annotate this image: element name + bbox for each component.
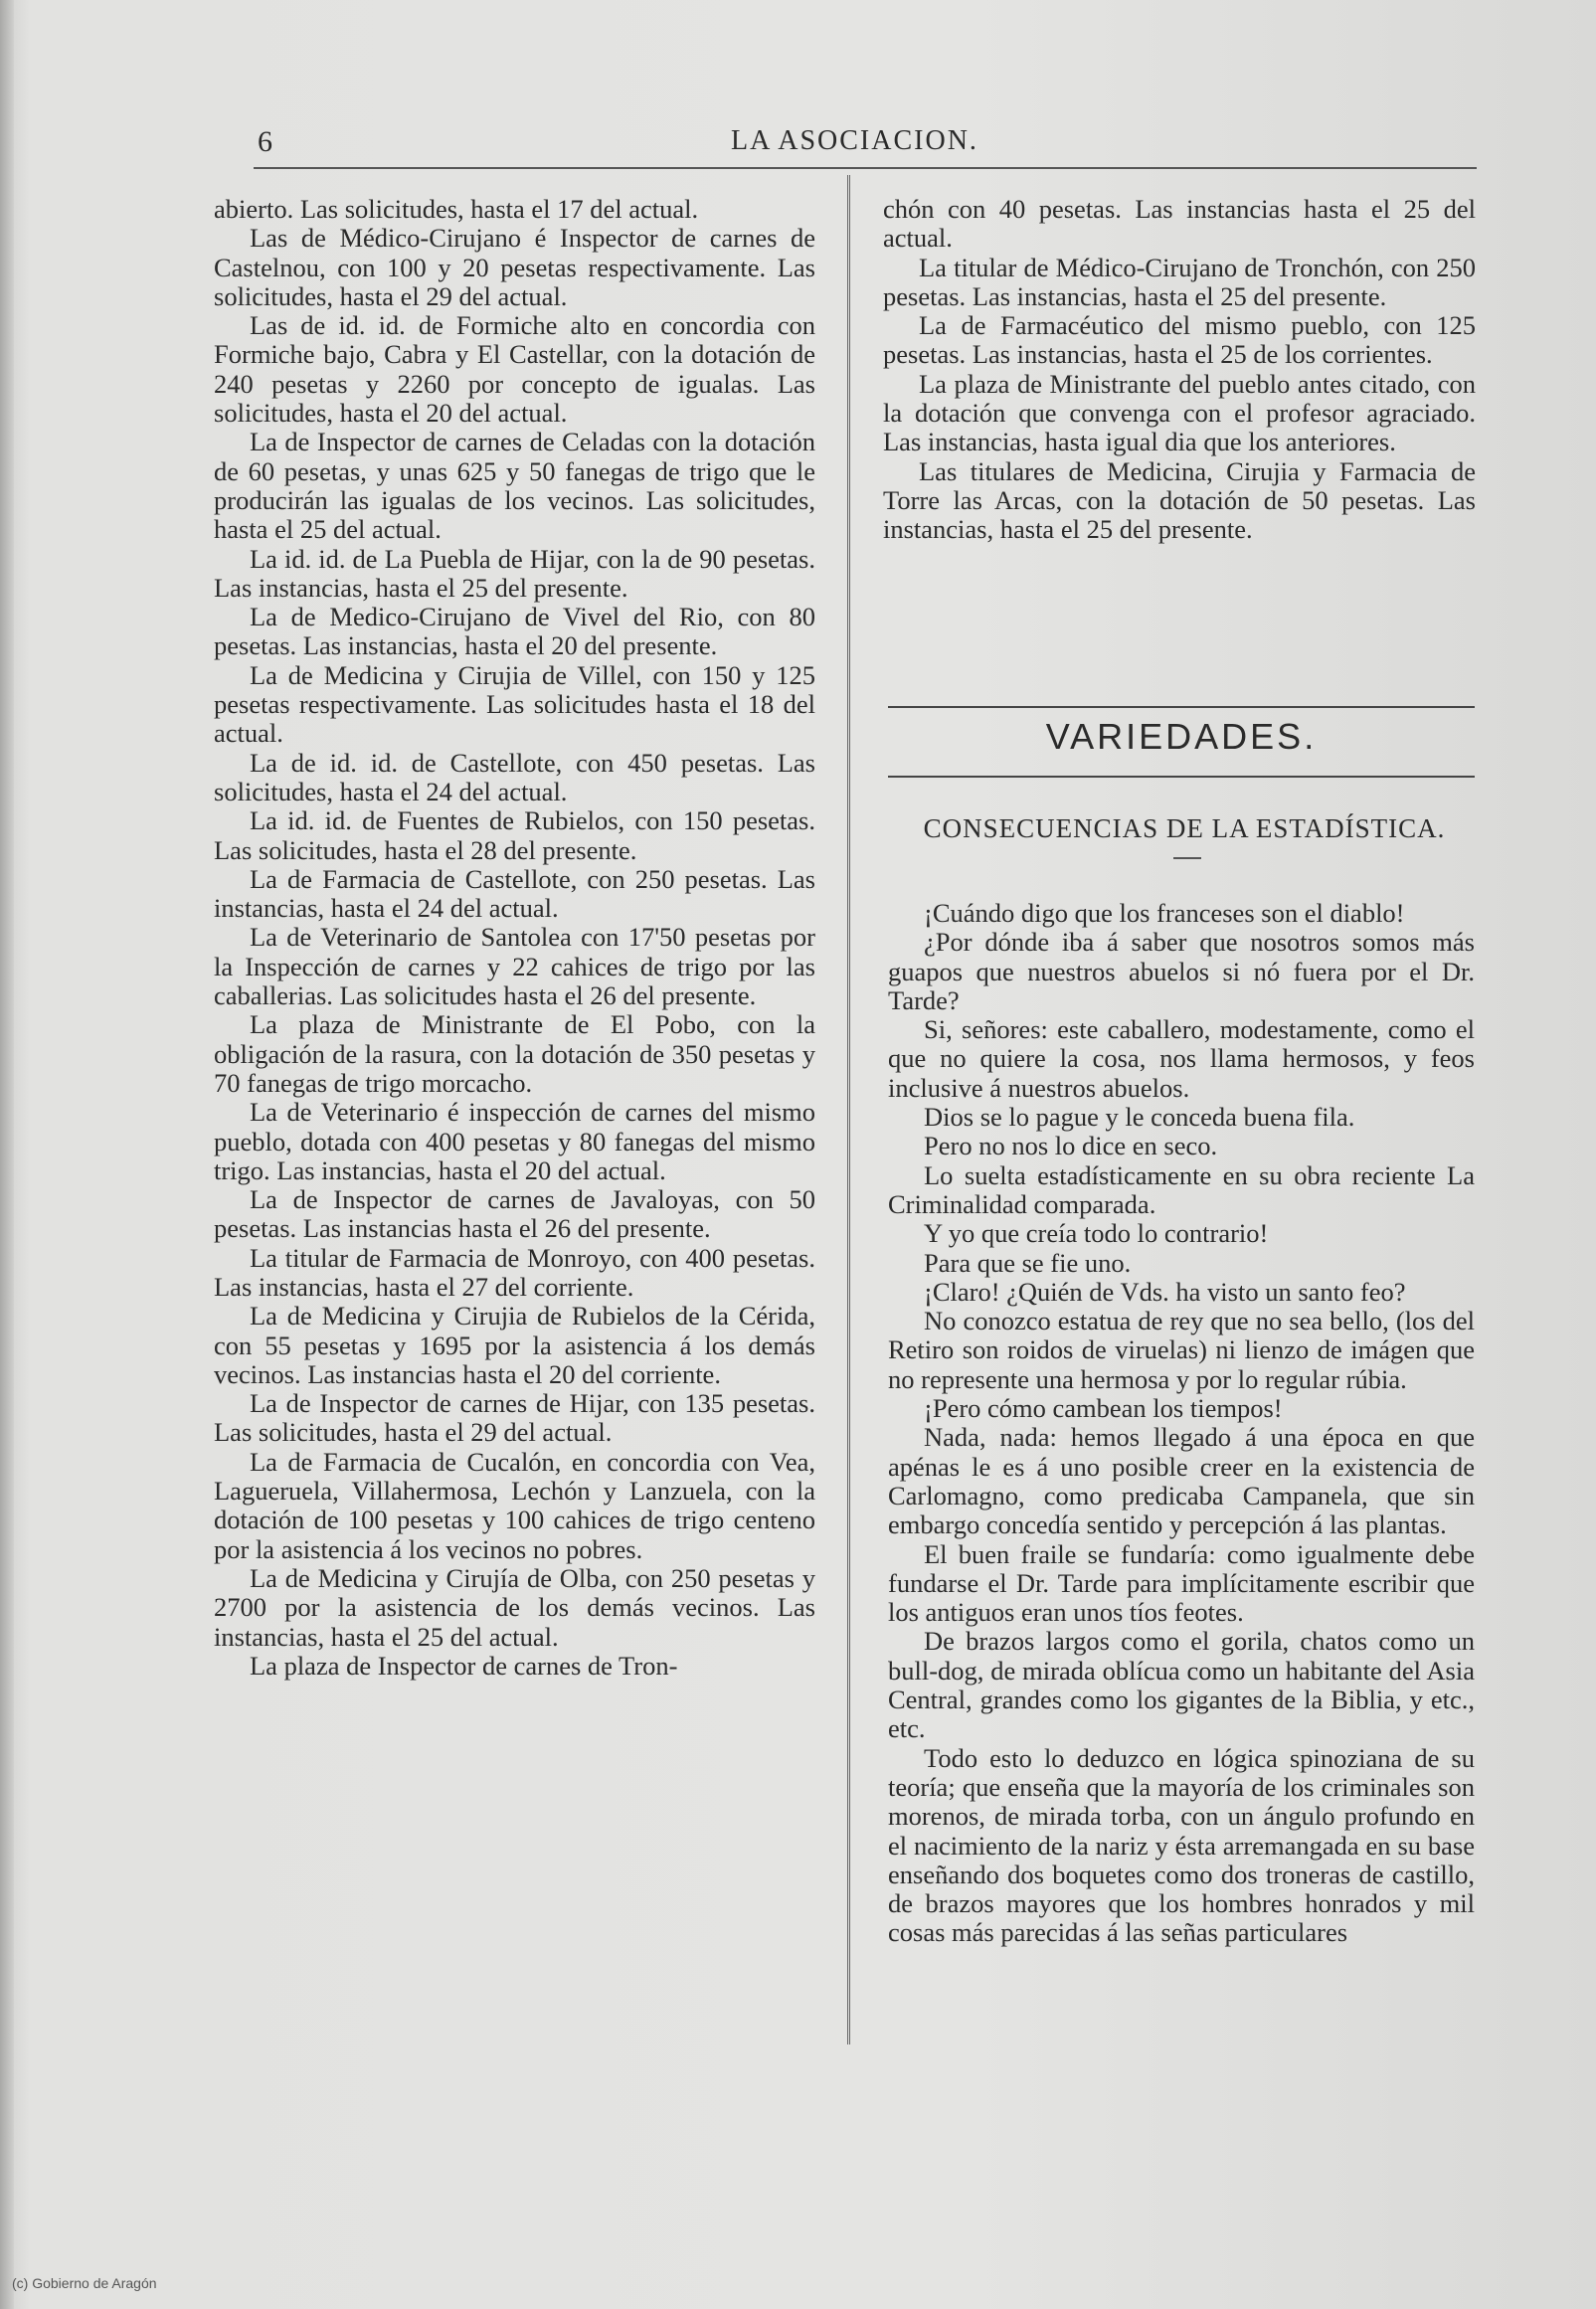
paragraph: La de Veterinario de Santolea con 17'50 pesetas por la Inspección de carnes y 22 cahices de trigo por las caballerias. Las solicitudes hasta el 26 del presente. (214, 922, 815, 1011)
paragraph: La de Medicina y Cirujía de Olba, con 250 pesetas y 2700 por la asistencia de los demás vecinos. Las instancias, hasta el 25 del actual. (214, 1562, 815, 1652)
right-column-notices (883, 195, 1476, 545)
paragraph: Nada, nada: hemos llegado á una época en que apénas le es á uno posible creer en la existencia de Carlomagno, como predicaba Campanela, que sin embargo concedía sentido y percepción á las plantas. (888, 1422, 1475, 1540)
paragraph: Dios se lo pague y le conceda buena fila. (924, 1102, 1355, 1133)
paragraph: La de Inspector de carnes de Javaloyas, con 50 pesetas. Las instancias hasta el 26 del presente. (214, 1184, 815, 1244)
paragraph: Todo esto lo deduzco en lógica spinoziana de su teoría; que enseña que la mayoría de los criminales son morenos, de mirada torba, con un ángulo profundo en el nacimiento de la nariz y ésta arremangada en su base enseñando dos boquetes como dos troneras de castillo, de brazos mayores que los hombres honrados y mil cosas más parecidas á las señas particulares (888, 1742, 1475, 1948)
paragraph: Si, señores: este caballero, modestamente, como el que no quiere la cosa, nos llama hermosos, y feos inclusive á nuestros abuelos. (888, 1014, 1475, 1103)
page-number: 6 (258, 125, 272, 158)
paragraph: La de Inspector de carnes de Celadas con la dotación de 60 pesetas, y unas 625 y 50 fanegas de trigo que le producirán las igualas de los vecinos. Las solicitudes, hasta el 25 del actual. (214, 427, 815, 545)
paragraph: La titular de Farmacia de Monroyo, con 400 pesetas. Las instancias, hasta el 27 del corriente. (214, 1242, 815, 1302)
paragraph: De brazos largos como el gorila, chatos como un bull-dog, de mirada oblícua como un habitante del Asia Central, grandes como los gigantes de la Biblia, y etc., etc. (888, 1626, 1475, 1744)
paragraph: La plaza de Ministrante de El Pobo, con la obligación de la rasura, con la dotación de 350 pesetas y 70 fanegas de trigo morcacho. (214, 1009, 815, 1098)
article-title: CONSECUENCIAS DE LA ESTADÍSTICA. (923, 813, 1446, 843)
paragraph: La de Medico-Cirujano de Vivel del Rio, con 80 pesetas. Las instancias, hasta el 20 del presente. (214, 602, 815, 661)
paragraph: La de Farmacéutico del mismo pueblo, con 125 pesetas. Las instancias, hasta el 25 de los corrientes. (883, 310, 1476, 370)
copyright-credit: (c) Gobierno de Aragón (12, 2275, 157, 2291)
article-body (888, 899, 1475, 1948)
paragraph: ¿Por dónde iba á saber que nosotros somos más guapos que nuestros abuelos si nó fuera por el Dr. Tarde? (888, 927, 1475, 1015)
paragraph: Las de Médico-Cirujano é Inspector de carnes de Castelnou, con 100 y 20 pesetas respectivamente. Las solicitudes, hasta el 29 del actual. (214, 223, 815, 311)
paragraph: La de Veterinario é inspección de carnes del mismo pueblo, dotada con 400 pesetas y 80 fanegas del mismo trigo. Las instancias, hasta el 20 del actual. (214, 1097, 815, 1185)
page-binding-edge (0, 0, 14, 2309)
paragraph: La de Farmacia de Cucalón, en concordia con Vea, Lagueruela, Villahermosa, Lechón y Lanzuela, con la dotación de 100 pesetas y 100 cahices de trigo centeno por la asistencia á los vecinos no pobres. (214, 1446, 815, 1564)
column-divider (847, 175, 850, 2044)
paragraph: La titular de Médico-Cirujano de Tronchón, con 250 pesetas. Las instancias, hasta el 25 del presente. (883, 252, 1476, 311)
left-column (214, 195, 815, 1681)
paragraph: Pero no nos lo dice en seco. (924, 1131, 1218, 1161)
header-rule (254, 167, 1477, 169)
article-title-dash (1173, 857, 1201, 859)
paragraph: Las de id. id. de Formiche alto en concordia con Formiche bajo, Cabra y El Castellar, con la dotación de 240 pesetas y 2260 por concepto de igualas. Las solicitudes, hasta el 20 del actual. (214, 310, 815, 429)
journal-title: LA ASOCIACION. (731, 125, 978, 156)
running-head (254, 121, 1477, 165)
paragraph: Las titulares de Medicina, Cirujia y Farmacia de Torre las Arcas, con la dotación de 50 pesetas. Las instancias, hasta el 25 del presente. (883, 455, 1476, 545)
paragraph: El buen fraile se fundaría: como igualmente debe fundarse el Dr. Tarde para implícitamente escribir que los antiguos eran unos tíos feotes. (888, 1538, 1475, 1628)
paragraph: La plaza de Ministrante del pueblo antes citado, con la dotación que convenga con el profesor agraciado. Las instancias, hasta igual dia que los anteriores. (883, 368, 1476, 457)
paragraph: ¡Pero cómo cambean los tiempos! (924, 1393, 1283, 1424)
paragraph: Lo suelta estadísticamente en su obra reciente La Criminalidad comparada. (888, 1159, 1475, 1219)
paragraph: La id. id. de La Puebla de Hijar, con la de 90 pesetas. Las instancias, hasta el 25 del presente. (214, 543, 815, 603)
paragraph: La de Medicina y Cirujia de Rubielos de la Cérida, con 55 pesetas y 1695 por la asistencia á los demás vecinos. Las instancias hasta el 20 del corriente. (214, 1301, 815, 1389)
paragraph: No conozco estatua de rey que no sea bello, (los del Retiro son roidos de viruelas) ni lienzo de imágen que no represente una hermosa y por lo regular rúbia. (888, 1306, 1475, 1394)
paragraph: La de Farmacia de Castellote, con 250 pesetas. Las instancias, hasta el 24 del actual. (214, 863, 815, 924)
paragraph: ¡Cuándo digo que los franceses son el diablo! (924, 898, 1405, 928)
paragraph: La de Medicina y Cirujia de Villel, con 150 y 125 pesetas respectivamente. Las solicitudes hasta el 18 del actual. (214, 659, 815, 749)
paragraph: La id. id. de Fuentes de Rubielos, con 150 pesetas. Las solicitudes, hasta el 28 del presente. (214, 805, 815, 865)
paragraph: Y yo que creía todo lo contrario! (924, 1218, 1269, 1249)
paragraph: abierto. Las solicitudes, hasta el 17 del actual. (214, 194, 699, 224)
section-rule-bottom (888, 776, 1475, 778)
paragraph: La de id. id. de Castellote, con 450 pesetas. Las solicitudes, hasta el 24 del actual. (214, 747, 815, 806)
paragraph: La de Inspector de carnes de Hijar, con 135 pesetas. Las solicitudes, hasta el 29 del actual. (214, 1388, 815, 1448)
section-title: VARIEDADES. (1045, 716, 1318, 757)
paragraph: Para que se fie uno. (924, 1247, 1132, 1278)
paragraph: ¡Claro! ¿Quién de Vds. ha visto un santo feo? (924, 1276, 1406, 1307)
section-rule-top (888, 706, 1475, 708)
paragraph: La plaza de Inspector de carnes de Tron- (250, 1650, 678, 1681)
paragraph: chón con 40 pesetas. Las instancias hasta el 25 del actual. (883, 194, 1476, 254)
